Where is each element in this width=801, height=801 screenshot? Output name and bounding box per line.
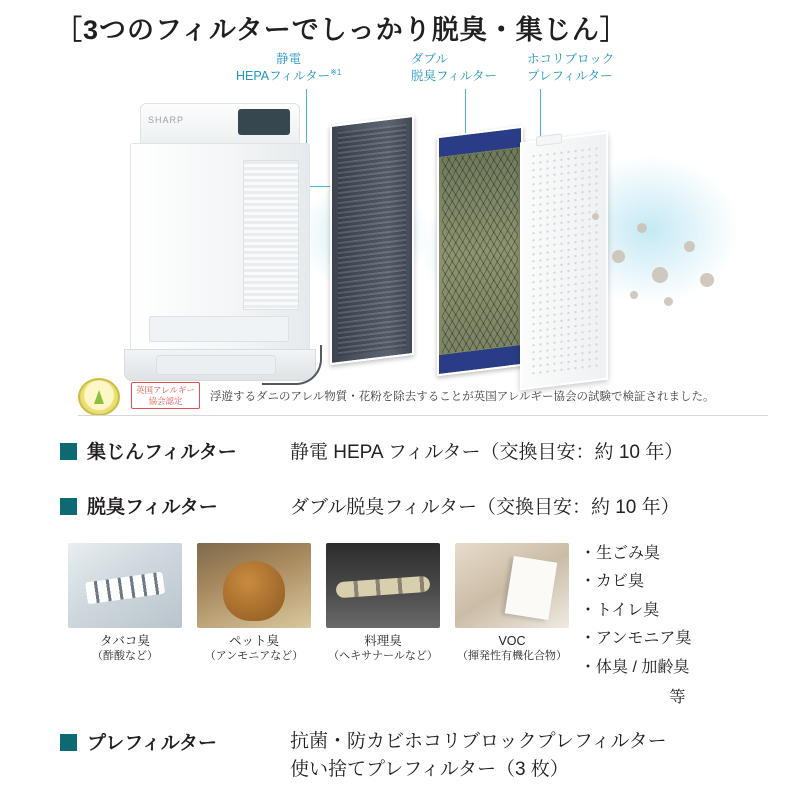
odor-photo-item <box>68 543 182 664</box>
spec-value-prefilter-line2: 使い捨てプレフィルター（3 枚） <box>290 758 569 780</box>
odor-photo-subtitle: （ヘキサナールなど） <box>328 650 438 663</box>
odor-photo-title: VOC <box>498 634 526 648</box>
dust-particle <box>612 250 625 263</box>
dust-particle <box>700 273 714 287</box>
callout-hepa-line2: HEPAフィルター$^{※1}$ <box>236 67 342 84</box>
unit-body <box>130 143 310 353</box>
callout-deo-line2: 脱臭フィルター <box>411 68 498 83</box>
dust-particle <box>630 291 638 299</box>
bullet-square-icon <box>60 734 77 751</box>
odor-photo-subtitle: （アンモニアなど） <box>204 650 304 663</box>
callout-hepa-line1: 静電 <box>276 52 302 66</box>
odor-list-item: ・生ごみ臭 <box>580 545 661 562</box>
page-title: ［3つのフィルターでしっかり脱臭・集じん］ <box>55 15 628 45</box>
odor-photo-caption <box>455 633 569 664</box>
odor-photo-title: タバコ臭 <box>100 634 150 648</box>
prefilter-graphic <box>520 132 608 391</box>
spec-value-prefilter <box>290 728 667 783</box>
certification-text: 浮遊するダニのアレル物質・花粉を除去することが英国アレルギー協会の試験で検証されました。 <box>210 391 715 403</box>
dust-particle <box>664 297 673 306</box>
hepa-filter-graphic <box>330 115 414 365</box>
odor-list-item: ・トイレ臭 <box>580 601 660 619</box>
voc-photo <box>455 543 569 628</box>
certification-row <box>78 378 768 416</box>
dust-particle <box>684 241 695 252</box>
spec-value-deodorizing-filter: ダブル脱臭フィルター（交換目安：約 10 年） <box>290 497 680 518</box>
callout-deodorizing <box>411 51 497 85</box>
divider <box>78 415 768 416</box>
unit-control-panel <box>238 109 290 135</box>
odor-type-list <box>580 540 691 713</box>
pet-photo <box>197 543 311 628</box>
odor-list-item: ・アンモニア臭 <box>580 630 692 648</box>
unit-water-tank <box>156 355 276 375</box>
odor-photo-caption <box>326 633 440 664</box>
spec-label-prefilter: プレフィルター <box>87 733 217 754</box>
odor-photo-title: 料理臭 <box>364 634 402 648</box>
odor-photo-subtitle: （酢酸など） <box>92 650 158 663</box>
dust-particle <box>592 213 599 220</box>
filter-diagram <box>0 45 801 385</box>
odor-photo-caption <box>68 633 182 664</box>
air-purifier-unit <box>120 103 318 381</box>
spec-row-dust-filter <box>60 437 684 464</box>
cooking-photo <box>326 543 440 628</box>
spec-label-dust-filter: 集じんフィルター <box>87 442 237 463</box>
tobacco-photo <box>68 543 182 628</box>
allergy-seal-icon <box>78 378 120 416</box>
odor-list-item: ・カビ臭 <box>580 573 645 591</box>
allergy-badge-line2: 協会認定 <box>148 395 183 406</box>
odor-photo-subtitle: （揮発性有機化合物） <box>457 650 567 663</box>
unit-grill <box>243 160 299 310</box>
spec-value-dust-filter: 静電 HEPA フィルター（交換目安：約 10 年） <box>290 442 684 463</box>
deodorizing-filter-graphic <box>437 126 523 377</box>
odor-photo-caption <box>197 633 311 664</box>
odor-photo-strip <box>68 543 568 693</box>
spec-value-prefilter-line1: 抗菌・防カビホコリブロックプレフィルター <box>290 731 667 752</box>
allergy-badge-line1: 英国アレルギー <box>136 385 195 395</box>
callout-pre-line1: ホコリブロック <box>527 52 615 66</box>
callout-prefilter <box>527 51 614 85</box>
odor-photo-title: ペット臭 <box>228 634 279 648</box>
odor-photo-item <box>326 543 440 664</box>
odor-list-etc: 等 <box>669 689 686 707</box>
callout-hepa <box>236 51 341 85</box>
callout-hepa-sup: ※1 <box>330 67 342 77</box>
allergy-badge <box>131 382 200 409</box>
spec-row-prefilter <box>60 728 667 780</box>
dust-particle <box>652 267 668 283</box>
dust-particle <box>637 223 647 233</box>
callout-pre-line2: プレフィルター <box>527 68 613 83</box>
odor-photo-item <box>197 543 311 664</box>
unit-brand-label: SHARP <box>148 115 185 125</box>
unit-slot <box>149 316 289 342</box>
odor-list-item: ・体臭 / 加齢臭 <box>580 658 690 676</box>
callout-deo-line1: ダブル <box>411 52 449 66</box>
spec-label-deodorizing-filter: 脱臭フィルター <box>87 497 218 518</box>
odor-photo-item <box>455 543 569 664</box>
bullet-square-icon <box>60 443 77 460</box>
bullet-square-icon <box>60 498 77 515</box>
spec-row-deodorizing-filter <box>60 492 680 519</box>
